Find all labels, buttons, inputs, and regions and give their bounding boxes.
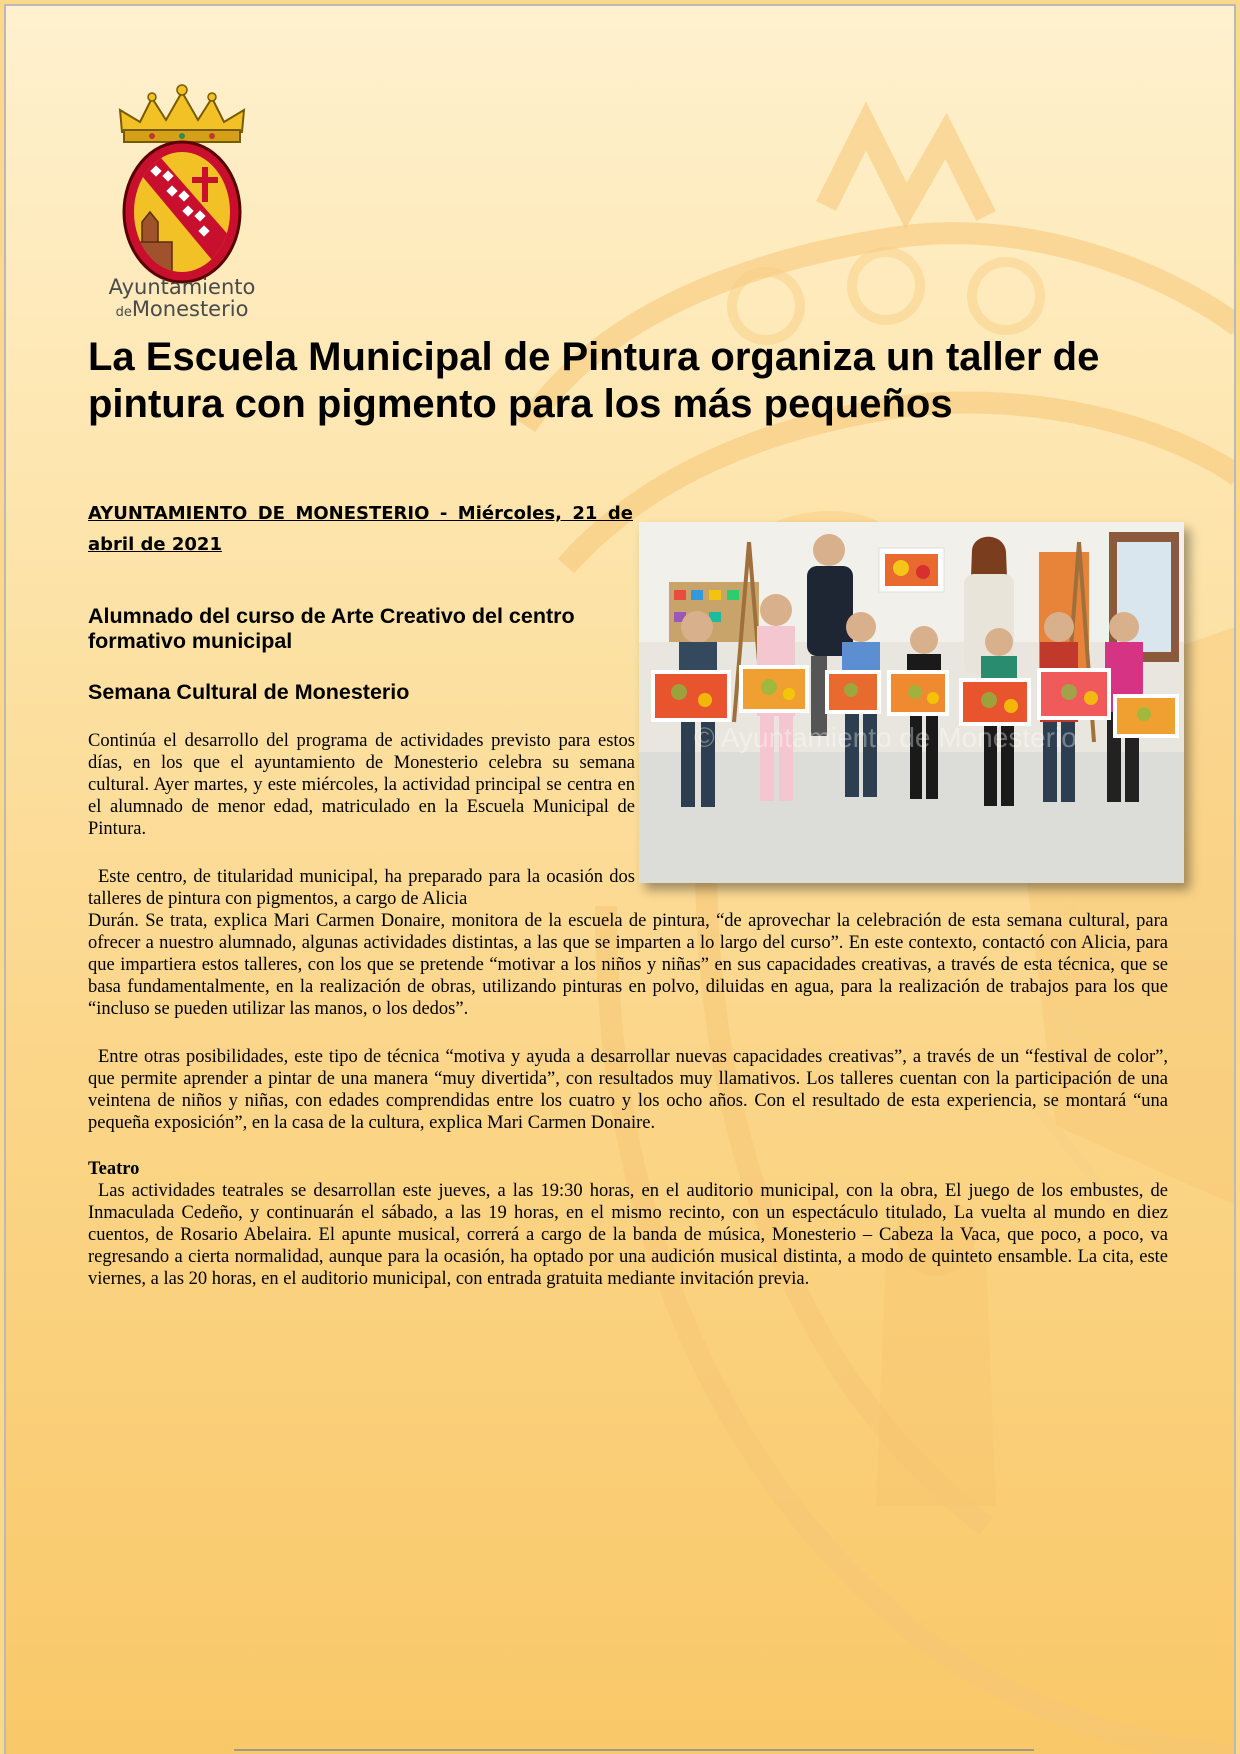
subheading-week: Semana Cultural de Monesterio — [88, 680, 410, 704]
logo-caption-de: de — [115, 305, 132, 320]
paragraph-3: Entre otras posibilidades, este tipo de técnica “motiva y ayuda a desarrollar nuevas capacidades creativas”, a través de un “festival de color”, que permite aprender a pintar de una manera “muy divertida”, con resultados muy llamativos. Los talleres cuentan con la participación de una veintena de niños y niñas, con edades comprendidas entre los cuatro y los ocho años. Con el resultado de esta experiencia, se montará “una pequeña exposición”, en la casa de la cultura, explica Mari Carmen Donaire. — [88, 1047, 1168, 1133]
page-title: La Escuela Municipal de Pintura organiza un taller de pintura con pigmento para los más pequeños — [88, 335, 1100, 426]
document-page — [4, 4, 1236, 1754]
footer-divider — [234, 1749, 1034, 1751]
logo-caption-line2: Monesterio — [131, 297, 249, 321]
subheading-course: Alumnado del curso de Arte Creativo del centro formativo municipal — [88, 604, 575, 653]
paragraph-4: Las actividades teatrales se desarrollan este jueves, a las 19:30 horas, en el auditorio municipal, con la obra, El juego de los embustes, de Inmaculada Cedeño, y continuarán el sábado, a las 19 horas, en el mismo recinto, con un espectáculo titulado, La vuelta al mundo en diez cuentos, de Rosario Abelaira. El apunte musical, correrá a cargo de la banda de música, Monesterio – Cabeza la Vaca, que poco, a poco, va regresando a cierta normalidad, aunque para la ocasión, ha optado por una audición musical distinta, a modo de quinteto ensamble. La cita, este viernes, a las 20 horas, en el auditorio municipal, con entrada gratuita mediante invitación previa. — [88, 1181, 1168, 1289]
section-heading-teatro: Teatro — [88, 1159, 140, 1179]
paragraph-1: Continúa el desarrollo del programa de actividades previsto para estos días, en los que el ayuntamiento de Monesterio celebra su semana cultural. Ayer martes, y este miércoles, la actividad principal se centra en el alumnado de menor edad, matriculado en la Escuela Municipal de Pintura. — [88, 731, 635, 839]
logo-caption-line1: Ayuntamiento — [108, 275, 256, 299]
byline: AYUNTAMIENTO DE MONESTERIO - Miércoles, 21 de abril de 2021 — [88, 503, 633, 555]
photo-watermark: © Ayuntamiento de Monesterio — [694, 722, 1077, 753]
article-photo — [639, 522, 1184, 883]
paragraph-2-start: Este centro, de titularidad municipal, ha preparado para la ocasión dos talleres de pintura con pigmentos, a cargo de Alicia — [88, 867, 635, 909]
logo-caption — [92, 276, 272, 324]
paragraph-2-continued: Durán. Se trata, explica Mari Carmen Donaire, monitora de la escuela de pintura, “de aprovechar la celebración de esta semana cultural, para ofrecer a nuestro alumnado, algunas actividades distintas, a las que se imparten a lo largo del curso”. En este contexto, contactó con Alicia, para que impartiera estos talleres, con los que se pretende “motivar a los niños y niñas” en sus capacidades creativas, a través de esta técnica, que se basa fundamentalmente, en la realización de obras, utilizando pinturas en polvo, diluidas en agua, para la realización de trabajos para los que “incluso se pueden utilizar las manos, o los dedos”. — [88, 911, 1168, 1019]
children-with-paintings-photo — [639, 522, 1184, 883]
